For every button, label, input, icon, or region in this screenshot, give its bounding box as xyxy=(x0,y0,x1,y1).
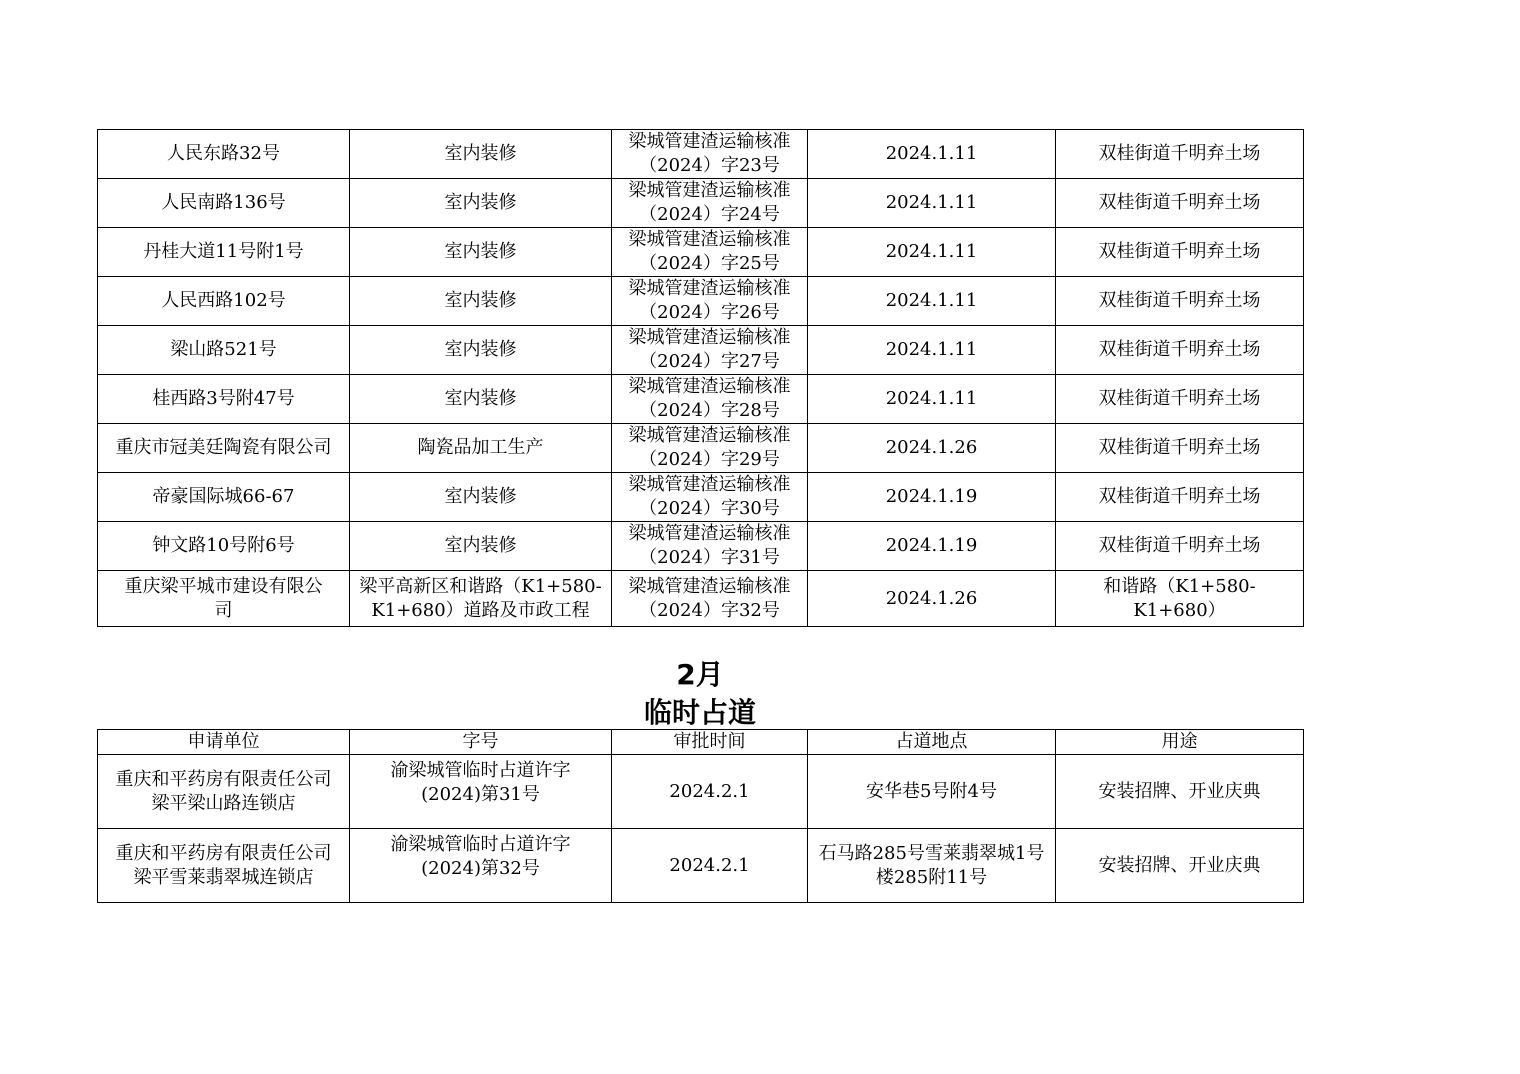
site-cell xyxy=(1056,571,1304,627)
unit-cell: 钟文路10号附6号 xyxy=(98,522,350,571)
permit-number: （2024）字26号 xyxy=(639,302,780,323)
date-cell: 2024.1.11 xyxy=(808,277,1056,326)
date-cell: 2024.1.11 xyxy=(808,130,1056,179)
use-cell: 陶瓷品加工生产 xyxy=(350,424,612,473)
site-cell: 双桂街道千明弃土场 xyxy=(1056,375,1304,424)
permit-number: （2024）字24号 xyxy=(639,204,780,225)
table-row xyxy=(98,277,1304,326)
date-cell: 2024.1.26 xyxy=(808,571,1056,627)
site-cell: 双桂街道千明弃土场 xyxy=(1056,130,1304,179)
unit-cell: 丹桂大道11号附1号 xyxy=(98,228,350,277)
permit-line: 梁城管建渣运输核准 xyxy=(628,278,791,299)
site-cell: 双桂街道千明弃土场 xyxy=(1056,277,1304,326)
site-cell: 双桂街道千明弃土场 xyxy=(1056,522,1304,571)
permit-line: 梁城管建渣运输核准 xyxy=(628,575,791,597)
unit-cell: 帝豪国际城66-67 xyxy=(98,473,350,522)
permit-cell xyxy=(350,829,612,903)
permit-cell xyxy=(612,326,808,375)
purpose-cell: 安装招牌、开业庆典 xyxy=(1056,829,1304,903)
use-cell: 室内装修 xyxy=(350,130,612,179)
permit-line: 渝梁城管临时占道许字 xyxy=(390,760,571,781)
site-cell: 双桂街道千明弃土场 xyxy=(1056,473,1304,522)
unit-cell: 桂西路3号附47号 xyxy=(98,375,350,424)
table-row xyxy=(98,571,1304,627)
permit-line: 梁城管建渣运输核准 xyxy=(628,327,791,348)
table-row xyxy=(98,375,1304,424)
use-cell: 室内装修 xyxy=(350,522,612,571)
location-line: 楼285附11号 xyxy=(875,866,988,888)
date-cell: 2024.1.11 xyxy=(808,179,1056,228)
unit-line: 重庆和平药房有限责任公司 xyxy=(115,842,332,864)
use-line: K1+680）道路及市政工程 xyxy=(371,599,590,621)
use-cell: 室内装修 xyxy=(350,179,612,228)
unit-cell xyxy=(98,829,350,903)
location-cell xyxy=(808,829,1056,903)
table-row xyxy=(98,179,1304,228)
table-row xyxy=(98,326,1304,375)
location-line: 安华巷5号附4号 xyxy=(866,780,997,802)
unit-cell: 人民南路136号 xyxy=(98,179,350,228)
permit-number: （2024）字30号 xyxy=(639,498,780,519)
permit-cell xyxy=(612,571,808,627)
date-cell: 2024.2.1 xyxy=(612,829,808,903)
date-cell: 2024.1.11 xyxy=(808,375,1056,424)
permit-cell xyxy=(612,424,808,473)
header-date: 审批时间 xyxy=(612,730,808,755)
unit-cell: 梁山路521号 xyxy=(98,326,350,375)
site-cell: 双桂街道千明弃土场 xyxy=(1056,424,1304,473)
date-cell: 2024.1.26 xyxy=(808,424,1056,473)
unit-cell xyxy=(98,571,350,627)
table-header-row xyxy=(98,730,1304,755)
permit-line: 梁城管建渣运输核准 xyxy=(628,376,791,397)
unit-line: 司 xyxy=(214,599,233,621)
permit-number: （2024）字28号 xyxy=(639,400,780,421)
table-row xyxy=(98,424,1304,473)
table-row xyxy=(98,755,1304,829)
header-purpose: 用途 xyxy=(1056,730,1304,755)
permit-line: 梁城管建渣运输核准 xyxy=(628,229,791,250)
site-cell: 双桂街道千明弃土场 xyxy=(1056,228,1304,277)
permit-cell xyxy=(612,228,808,277)
date-cell: 2024.1.11 xyxy=(808,228,1056,277)
permit-number: （2024）字32号 xyxy=(639,599,780,621)
table-row xyxy=(98,473,1304,522)
purpose-cell: 安装招牌、开业庆典 xyxy=(1056,755,1304,829)
date-cell: 2024.1.19 xyxy=(808,522,1056,571)
permit-number: （2024）字31号 xyxy=(639,547,780,568)
table-row xyxy=(98,228,1304,277)
use-line: 梁平高新区和谐路（K1+580- xyxy=(359,575,602,597)
table-row xyxy=(98,522,1304,571)
date-cell: 2024.1.19 xyxy=(808,473,1056,522)
permit-number: （2024）字23号 xyxy=(639,155,780,176)
permit-line: 梁城管建渣运输核准 xyxy=(628,474,791,495)
unit-line: 重庆和平药房有限责任公司 xyxy=(115,768,332,790)
date-cell: 2024.2.1 xyxy=(612,755,808,829)
permit-number: （2024）字25号 xyxy=(639,253,780,274)
permit-number: (2024)第32号 xyxy=(421,858,540,879)
use-cell: 室内装修 xyxy=(350,375,612,424)
permit-number: （2024）字29号 xyxy=(639,449,780,470)
unit-line: 梁平梁山路连锁店 xyxy=(151,792,296,814)
permit-cell xyxy=(612,130,808,179)
permit-cell xyxy=(612,522,808,571)
permit-number: (2024)第31号 xyxy=(421,784,540,805)
location-line: 石马路285号雪莱翡翠城1号 xyxy=(818,842,1045,864)
permit-line: 梁城管建渣运输核准 xyxy=(628,425,791,446)
section-heading: 临时占道 xyxy=(643,696,756,729)
permit-cell xyxy=(612,473,808,522)
use-cell xyxy=(350,571,612,627)
construction-waste-table xyxy=(97,129,1304,627)
table-row xyxy=(98,130,1304,179)
table-row xyxy=(98,829,1304,903)
unit-cell: 人民东路32号 xyxy=(98,130,350,179)
site-line: 和谐路（K1+580- xyxy=(1103,575,1256,597)
unit-cell: 重庆市冠美廷陶瓷有限公司 xyxy=(98,424,350,473)
use-cell: 室内装修 xyxy=(350,228,612,277)
permit-line: 梁城管建渣运输核准 xyxy=(628,131,791,152)
permit-cell xyxy=(612,375,808,424)
header-permit: 字号 xyxy=(350,730,612,755)
unit-cell xyxy=(98,755,350,829)
date-cell: 2024.1.11 xyxy=(808,326,1056,375)
unit-line: 重庆梁平城市建设有限公 xyxy=(124,575,323,597)
month-heading: 2月 xyxy=(676,658,724,691)
header-unit: 申请单位 xyxy=(98,730,350,755)
use-cell: 室内装修 xyxy=(350,277,612,326)
header-location: 占道地点 xyxy=(808,730,1056,755)
site-cell: 双桂街道千明弃土场 xyxy=(1056,179,1304,228)
permit-cell xyxy=(612,277,808,326)
site-cell: 双桂街道千明弃土场 xyxy=(1056,326,1304,375)
permit-line: 梁城管建渣运输核准 xyxy=(628,523,791,544)
use-cell: 室内装修 xyxy=(350,326,612,375)
site-line: K1+680） xyxy=(1133,599,1226,621)
permit-line: 渝梁城管临时占道许字 xyxy=(390,834,571,855)
permit-cell xyxy=(612,179,808,228)
permit-number: （2024）字27号 xyxy=(639,351,780,372)
use-cell: 室内装修 xyxy=(350,473,612,522)
permit-cell xyxy=(350,755,612,829)
location-cell xyxy=(808,755,1056,829)
unit-line: 梁平雪莱翡翠城连锁店 xyxy=(133,866,314,888)
unit-cell: 人民西路102号 xyxy=(98,277,350,326)
temporary-road-occupation-table xyxy=(97,729,1304,903)
permit-line: 梁城管建渣运输核准 xyxy=(628,180,791,201)
